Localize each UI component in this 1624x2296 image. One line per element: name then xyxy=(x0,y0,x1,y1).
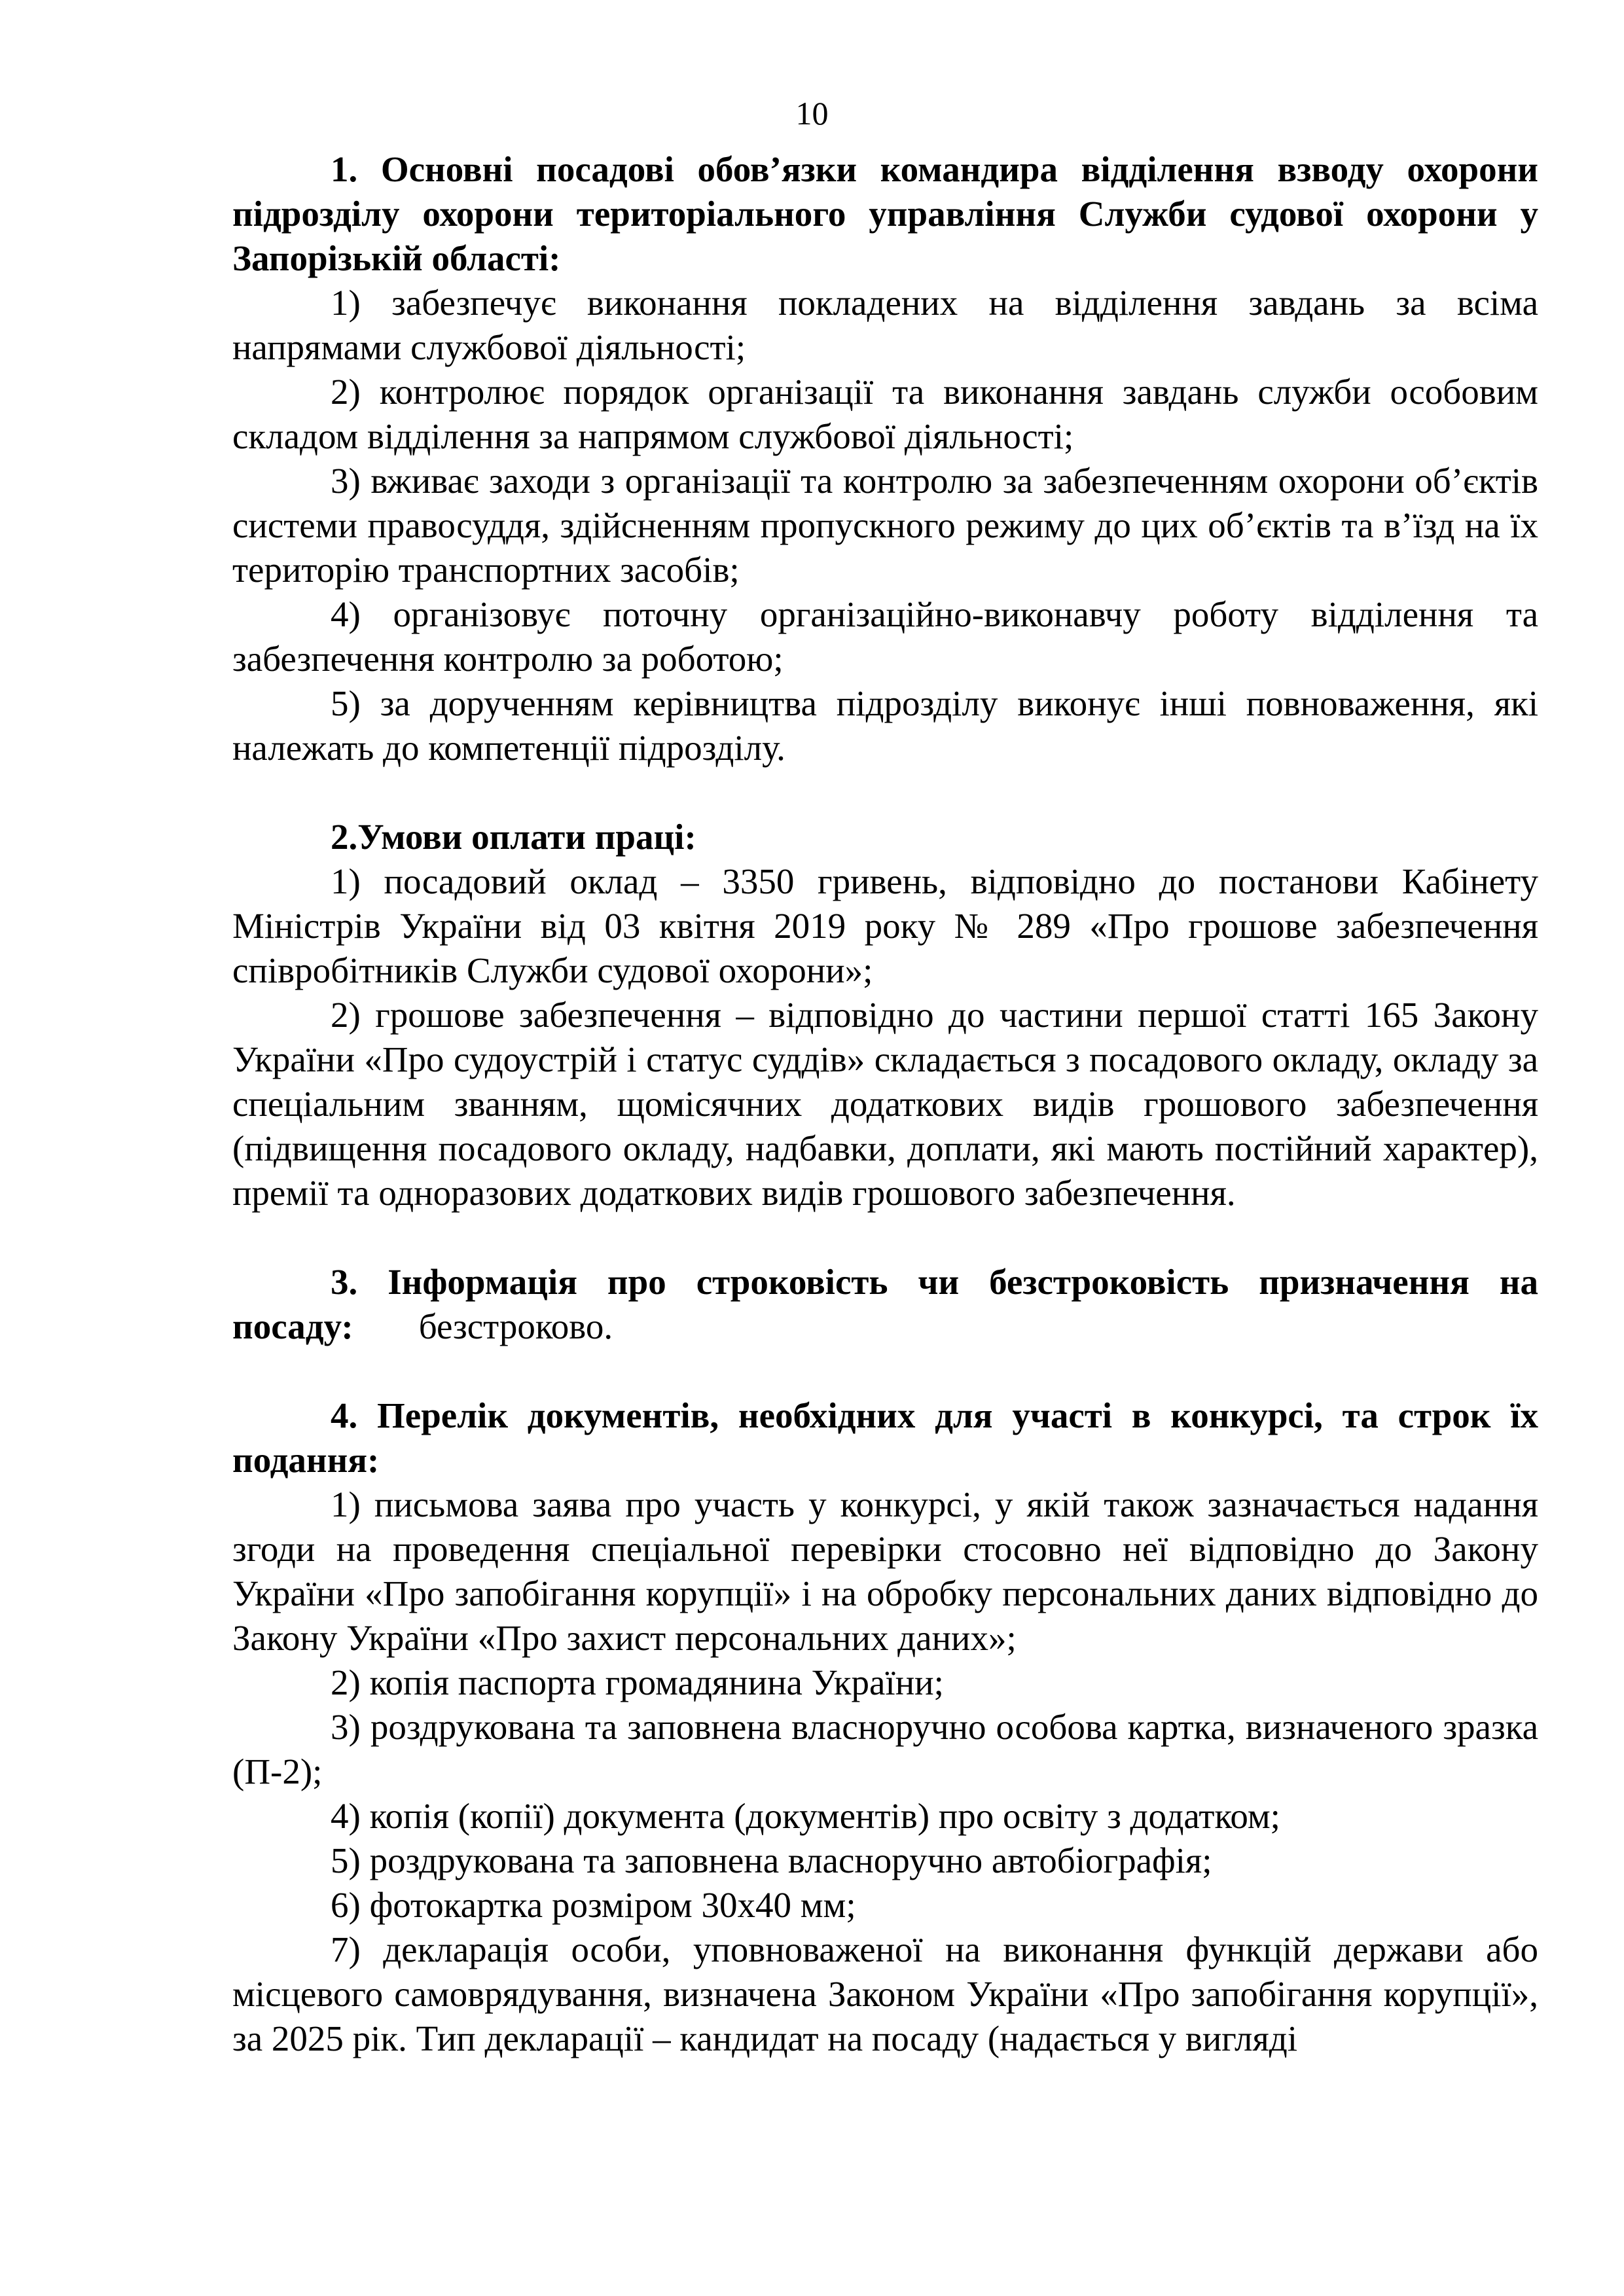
section-4-item-2: 2) копія паспорта громадянина України; xyxy=(331,1662,944,1702)
section-1-item-1: 1) забезпечує виконання покладених на відділення завдань за всіма напрямами службової діяльності; xyxy=(232,283,1538,367)
document-body xyxy=(232,147,1538,2061)
section-3-heading: 3. Інформація про строковість чи безстроковість призначення на посаду: xyxy=(232,1262,1538,1346)
section-4-item-3: 3) роздрукована та заповнена власноручно особова картка, визначеного зразка (П-2); xyxy=(232,1707,1538,1791)
section-4-item-7: 7) декларація особи, уповноваженої на виконання функцій держави або місцевого самоврядування, визначена Законом України «Про запобігання корупції», за 2025 рік. Тип декларації – кандидат на посаду (надається у вигляді xyxy=(232,1929,1538,2058)
section-2-item-2: 2) грошове забезпечення – відповідно до частини першої статті 165 Закону України «Про судоустрій і статус суддів» складається з посадового окладу, окладу за спеціальним званням, щомісячних додаткових видів грошового забезпечення (підвищення посадового окладу, надбавки, доплати, які мають постійний характер), премії та одноразових додаткових видів грошового забезпечення. xyxy=(232,995,1538,1213)
section-4-heading: 4. Перелік документів, необхідних для участі в конкурсі, та строк їх подання: xyxy=(232,1395,1538,1480)
section-2-item-1: 1) посадовий оклад – 3350 гривень, відповідно до постанови Кабінету Міністрів України від 03 квітня 2019 року № 289 «Про грошове забезпечення співробітників Служби судової охорони»; xyxy=(232,861,1538,990)
section-1-item-5: 5) за дорученням керівництва підрозділу виконує інші повноваження, які належать до компетенції підрозділу. xyxy=(232,683,1538,768)
section-2-heading: 2.Умови оплати праці: xyxy=(331,817,696,857)
section-1-item-4: 4) організовує поточну організаційно-виконавчу роботу відділення та забезпечення контролю за роботою; xyxy=(232,594,1538,679)
section-1-item-2: 2) контролює порядок організації та виконання завдань служби особовим складом відділення за напрямом службової діяльності; xyxy=(232,372,1538,456)
section-4-item-5: 5) роздрукована та заповнена власноручно автобіографія; xyxy=(331,1840,1212,1880)
page-number: 10 xyxy=(795,95,829,132)
section-3-value: безстроково. xyxy=(418,1306,613,1346)
section-4-item-4: 4) копія (копії) документа (документів) про освіту з додатком; xyxy=(331,1796,1280,1836)
section-1-item-3: 3) вживає заходи з організації та контролю за забезпеченням охорони об’єктів системи правосуддя, здійсненням пропускного режиму до цих об’єктів та в’їзд на їх територію транспортних засобів; xyxy=(232,461,1538,590)
section-1-heading: 1. Основні посадові обов’язки командира відділення взводу охорони підрозділу охорони територіального управління Служби судової охорони у Запорізькій області: xyxy=(232,149,1538,278)
section-4-item-6: 6) фотокартка розміром 30х40 мм; xyxy=(331,1885,856,1925)
section-4-item-1: 1) письмова заява про участь у конкурсі, у якій також зазначається надання згоди на проведення спеціальної перевірки стосовно неї відповідно до Закону України «Про запобігання корупції» і на обробку персональних даних відповідно до Закону України «Про захист персональних даних»; xyxy=(232,1484,1538,1658)
section-3-paragraph xyxy=(232,1260,1538,1349)
